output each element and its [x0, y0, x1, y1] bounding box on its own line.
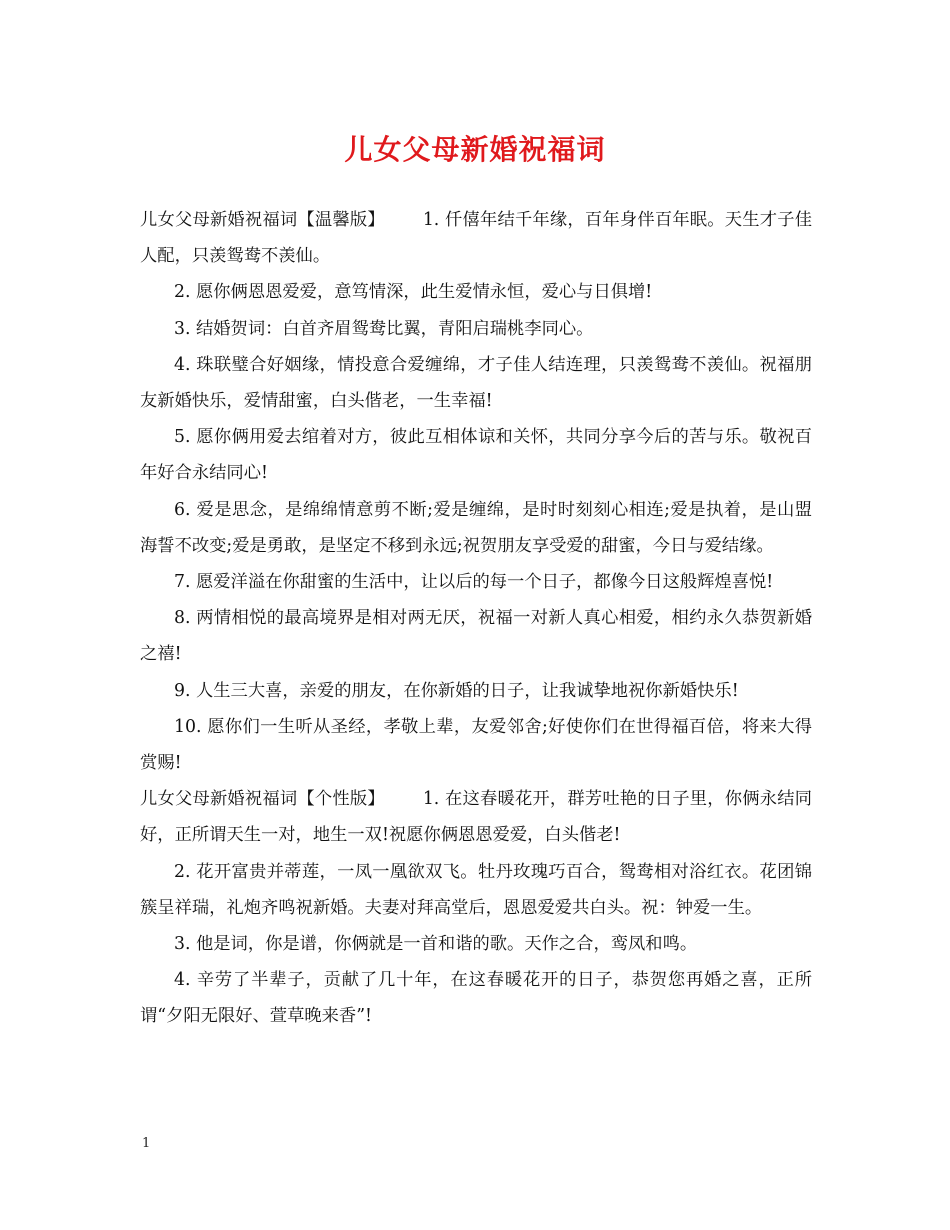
list-item: 4. 辛劳了半辈子，贡献了几十年，在这春暖花开的日子，恭贺您再婚之喜，正所谓“夕阳无限好、萱草晚来香”!	[140, 970, 812, 1027]
list-item: 2. 花开富贵并蒂莲，一凤一凰欲双飞。牡丹玫瑰巧百合，鸳鸯相对浴红衣。花团锦簇呈祥瑞，礼炮齐鸣祝新婚。夫妻对拜高堂后，恩恩爱爱共白头。祝：钟爱一生。	[140, 861, 812, 918]
list-item: 4. 珠联璧合好姻缘，情投意合爱缠绵，才子佳人结连理，只羡鸳鸯不羡仙。祝福朋友新婚快乐，爱情甜蜜，白头偕老，一生幸福!	[140, 354, 812, 412]
list-item: 2. 愿你俩恩恩爱爱，意笃情深，此生爱情永恒，爱心与日俱增!	[174, 282, 653, 303]
section-heading: 儿女父母新婚祝福词【温馨版】	[140, 210, 385, 230]
section-heading: 儿女父母新婚祝福词【个性版】	[140, 789, 385, 810]
list-item: 9. 人生三大喜，亲爱的朋友，在你新婚的日子，让我诚挚地祝你新婚快乐!	[174, 680, 739, 701]
list-item: 1. 仟僖年结千年缘，百年身伴百年眠。天生才子佳人配，只羡鸳鸯不羡仙。	[140, 210, 812, 267]
list-item: 5. 愿你俩用爱去绾着对方，彼此互相体谅和关怀，共同分享今后的苦与乐。敬祝百年好合永结同心!	[140, 427, 812, 484]
document-body	[140, 202, 812, 1035]
list-item: 10. 愿你们一生听从圣经，孝敬上辈，友爱邻舍;好使你们在世得福百倍，将来大得赏赐!	[140, 716, 812, 774]
document-title: 儿女父母新婚祝福词	[344, 133, 606, 166]
list-item: 8. 两情相悦的最高境界是相对两无厌，祝福一对新人真心相爱，相约永久恭贺新婚之禧!	[140, 608, 812, 665]
list-item: 6. 爱是思念，是绵绵情意剪不断;爱是缠绵，是时时刻刻心相连;爱是执着，是山盟海誓不改变;爱是勇敢，是坚定不移到永远;祝贺朋友享受爱的甜蜜，今日与爱结缘。	[140, 499, 812, 556]
list-item: 1. 在这春暖花开，群芳吐艳的日子里，你俩永结同好，正所谓天生一对，地生一双!祝愿你俩恩恩爱爱，白头偕老!	[140, 789, 812, 846]
list-item: 3. 结婚贺词：白首齐眉鸳鸯比翼，青阳启瑞桃李同心。	[174, 318, 594, 339]
section-heading-paragraph	[140, 202, 812, 274]
list-item: 3. 他是词，你是谱，你俩就是一首和谐的歌。天作之合，鸾凤和鸣。	[174, 934, 698, 955]
section-heading-paragraph	[140, 781, 812, 853]
page-number: 1	[142, 1136, 151, 1151]
list-item: 7. 愿爱洋溢在你甜蜜的生活中，让以后的每一个日子，都像今日这般辉煌喜悦!	[174, 572, 774, 593]
